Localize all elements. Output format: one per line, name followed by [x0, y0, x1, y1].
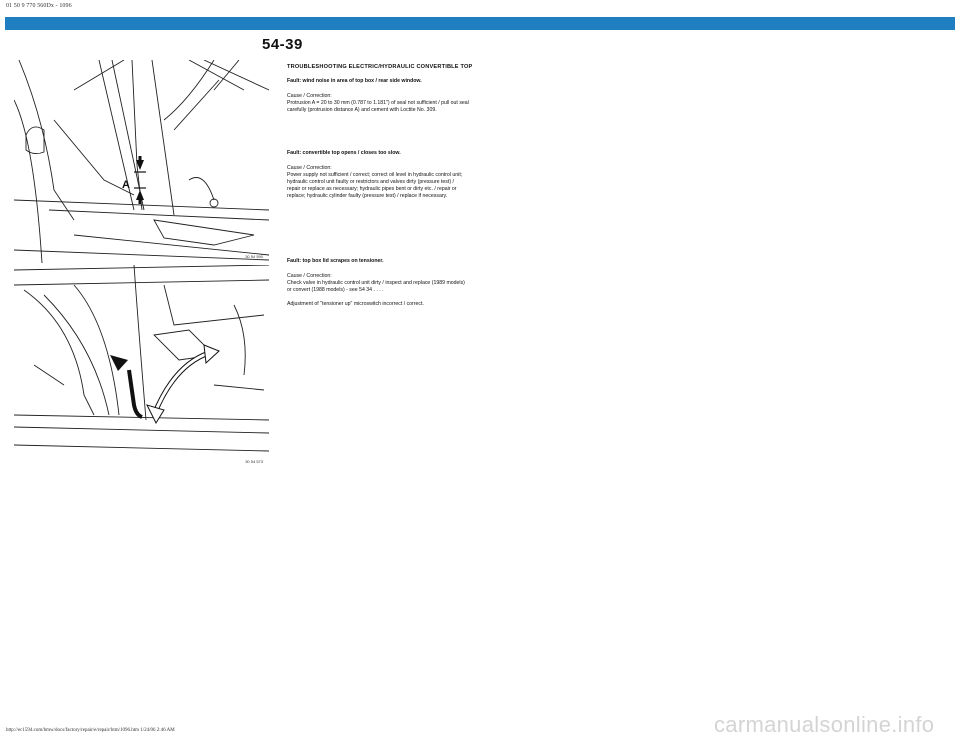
- cause-line: Check valve in hydraulic control unit dirty / inspect and replace (1989 models): [287, 280, 465, 286]
- fault-statement: Fault: top box lid scrapes on tensioner.: [287, 258, 384, 264]
- figure-seal-protrusion: [14, 60, 269, 263]
- illustration-rear-window-seal: [14, 60, 269, 263]
- page-number: 54-39: [262, 36, 303, 53]
- cause-line: carefully (protrusion distance A) and cement with Loctite No. 309.: [287, 107, 437, 113]
- additional-cause: Adjustment of "tensioner up" microswitch incorrect / correct.: [287, 301, 424, 307]
- document-header-text: 01 50 9 770 560Dx - 1096: [6, 3, 72, 9]
- arrow-up-icon: [136, 190, 144, 200]
- header-bar: [5, 17, 955, 30]
- fault-block-1: [287, 78, 587, 114]
- callout-label-a: A: [122, 179, 130, 191]
- section-title: TROUBLESHOOTING ELECTRIC/HYDRAULIC CONVERTIBLE TOP: [287, 64, 473, 70]
- fault-block-2: [287, 150, 587, 200]
- cause-line: replace; hydraulic cylinder faulty (pressure test) / replace if necessary.: [287, 193, 448, 199]
- cause-line: hydraulic control unit faulty or restrictors and valves dirty (pressure test) /: [287, 179, 454, 185]
- arrow-curved-down-icon: [147, 405, 164, 423]
- figure-reference: 30 54 590: [245, 254, 263, 259]
- fault-block-3: [287, 258, 587, 308]
- cause-line: Power supply not sufficient / correct; correct oil level in hydraulic control unit;: [287, 172, 463, 178]
- cause-line: Protrusion A = 20 to 30 mm (0.787 to 1.181") of seal not sufficient / pull out seal: [287, 100, 469, 106]
- troubleshooting-text: [287, 64, 587, 308]
- fault-statement: Fault: wind noise in area of top box / rear side window.: [287, 78, 422, 84]
- figure-top-box-lid: [14, 265, 269, 468]
- footer-url: http://ec1594.com/bmw/docs/factory/repair/e/repair/htm/1096.htm 1/24/06 2:46 AM: [6, 728, 175, 733]
- cause-line: repair or replace as necessary; hydraulic pipes bent or dirty etc. / repair or: [287, 186, 457, 192]
- illustration-tensioner: [14, 265, 269, 468]
- fault-statement: Fault: convertible top opens / closes too slow.: [287, 150, 401, 156]
- figure-reference: 30 54 573: [245, 459, 263, 464]
- watermark: carmanualsonline.info: [714, 712, 935, 737]
- cause-label: Cause / Correction:: [287, 93, 332, 99]
- cause-line: or convert (1988 models) - see 54 34 . . . .: [287, 287, 384, 293]
- arrow-pointer-icon: [110, 355, 128, 371]
- arrow-curved-up-icon: [204, 345, 219, 363]
- cause-label: Cause / Correction:: [287, 165, 332, 171]
- cause-label: Cause / Correction:: [287, 273, 332, 279]
